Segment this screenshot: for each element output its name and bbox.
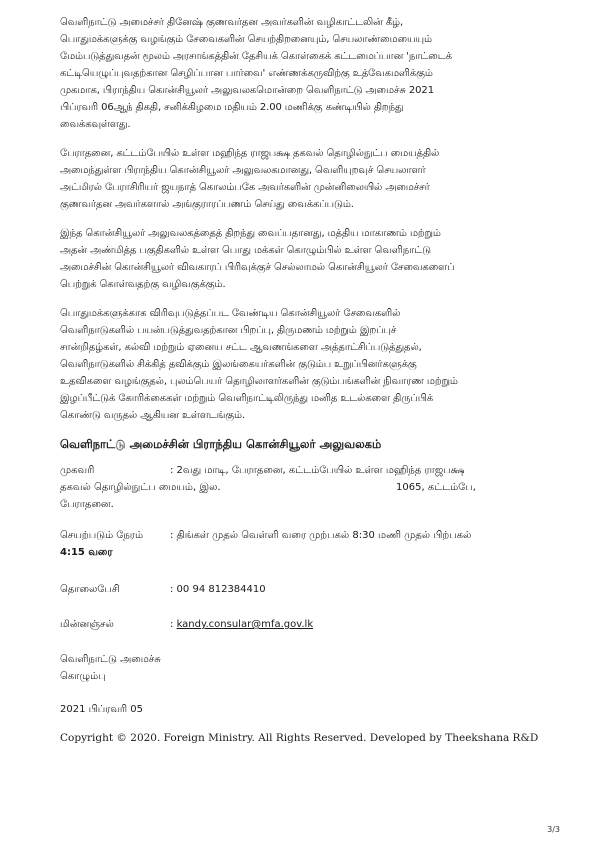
- paragraph-line: பொதுமக்களுக்காக விரிவுபடுத்தப்பட வேண்டிய கொன்சியூலர் சேவைகளில்: [60, 308, 401, 319]
- address-label: முகவரி: [60, 465, 95, 476]
- email-prefix: :: [170, 619, 177, 630]
- email-link[interactable]: kandy.consular@mfa.gov.lk: [176, 619, 314, 630]
- paragraph-line: பிப்ரவரி 06ஆந் திகதி, சனிக்கிழமை மதியம் 2.00 மணிக்கு கண்டியில் திறந்து: [60, 102, 404, 113]
- section-heading: வெளிநாட்டு அமைச்சின் பிராந்திய கொன்சியூலர் அலுவலகம்: [60, 437, 382, 451]
- paragraph-line: வெளிநாடுகளில் பயன்படுத்துவதற்கான பிறப்பு, திருமணம் மற்றும் இறப்புச்: [60, 325, 397, 336]
- paragraph-2: [60, 145, 560, 213]
- paragraph-line: வெளிநாடுகளில் சிக்கித் தவிக்கும் இலங்கையர்களின் குடும்ப உறுப்பினர்களுக்கு: [60, 359, 417, 370]
- paragraph-line: குணவர்தன அவர்களால் அங்குராரப்பணம் செய்து வைக்கப்படும்.: [60, 199, 354, 210]
- phone-value: : 00 94 812384410: [170, 584, 266, 595]
- paragraph-line: பேராதனை, கட்டம்பேயில் உள்ள மஹிந்த ராஜபக்ஷ தகவல் தொழில்நுட்ப மையத்தில்: [60, 148, 440, 159]
- hours-line-2: 4:15 வரை: [60, 547, 113, 558]
- hours-label: செயற்படும் நேரம்: [60, 530, 144, 541]
- email-label: மின்னஞ்சல்: [60, 619, 114, 630]
- date-block: [60, 701, 560, 718]
- address-line-1: : 2வது மாடி, பேராதனை, கட்டம்பேயில் உள்ள மஹிந்த ராஜபக்ஷ: [170, 465, 465, 476]
- paragraph-line: மேம்படுத்துவதன் மூலம் அரசாங்கத்தின் தேசியக் கொள்கைக் கட்டமைப்பான 'நாட்டைக்: [60, 51, 452, 62]
- paragraph-line: பொதுமக்களுக்கு வழங்கும் சேவைகளின் செயற்திறனையும், செயலாண்மையையும்: [60, 34, 432, 45]
- body-text: [60, 14, 560, 424]
- phone-block: [60, 581, 560, 598]
- paragraph-line: சான்றிதழ்கள், கல்வி மற்றும் ஏனைய சட்ட ஆவணங்களை அத்தாட்சிப்படுத்துதல்,: [60, 342, 422, 353]
- address-line-2a: தகவல் தொழில்நுட்ப மையம், இல.: [60, 482, 221, 493]
- paragraph-line: உதவிகளை வழங்குதல், புலம்பெயர் தொழிலாளர்களின் குடும்பங்களின் நிவாரண மற்றும்: [60, 376, 458, 387]
- page-number: 3/3: [547, 825, 560, 834]
- paragraph-line: வைக்கவுள்ளது.: [60, 119, 131, 130]
- paragraph-line: வெளிநாட்டு அமைச்சர் தினேஷ் குணவர்தன அவர்களின் வழிகாட்டலின் கீழ்,: [60, 17, 404, 28]
- paragraph-line: அதன் அண்மித்த பகுதிகளில் உள்ள பொது மக்கள் கொழும்பில் உள்ள வெளிநாட்டு: [60, 245, 431, 256]
- sender-line-1: வெளிநாட்டு அமைச்சு: [60, 654, 161, 665]
- paragraph-line: அட்மிரல் பேராசிரியர் ஜயநாத் கொலம்பகே அவர்களின் முன்னிலையில் அமைச்சர்: [60, 182, 430, 193]
- address-line-3: பேராதனை.: [60, 499, 114, 510]
- paragraph-4: [60, 305, 560, 424]
- paragraph-line: அமைச்சின் கொன்சியூலர் விவகாரப் பிரிவுக்குச் செல்லாமல் கொன்சியூலர் சேவைகளைப்: [60, 262, 455, 273]
- paragraph-3: [60, 225, 560, 293]
- paragraph-line: இந்த கொன்சியூலர் அலுவலகத்தைத் திறந்து வைப்பதானது, மத்திய மாகாணம் மற்றும்: [60, 228, 441, 239]
- paragraph-line: கொண்டு வருதல் ஆகியன உள்ளடங்கும்.: [60, 410, 246, 421]
- phone-label: தொலைபேசி: [60, 584, 120, 595]
- hours-line-1: : திங்கள் முதல் வெள்ளி வரை முற்பகல் 8:30 மணி முதல் பிற்பகல்: [170, 530, 472, 541]
- sender-line-2: கொழும்பு: [60, 671, 106, 682]
- document-date: 2021 பிப்ரவரி 05: [60, 704, 144, 715]
- paragraph-line: பெற்றுக் கொள்வதற்கு வழிவகுக்கும்.: [60, 279, 226, 290]
- paragraph-line: இழப்பீட்டுக் கோரிக்கைகள் மற்றும் வெளிநாட்டிலிருந்து மனித உடல்களை திருப்பிக்: [60, 393, 434, 404]
- paragraph-line: முகமாக, பிராந்திய கொன்சியூலர் அலுவலகமொன்றை வெளிநாட்டு அமைச்சு 2021: [60, 85, 434, 96]
- copyright-footer: Copyright © 2020. Foreign Ministry. All Rights Reserved. Developed by Theekshana R&D: [60, 732, 539, 744]
- paragraph-line: அமைந்துள்ள பிராந்திய கொன்சியூலர் அலுவலகமானது, வெளியுறவுச் செயலாளர்: [60, 165, 426, 176]
- address-line-2b: 1065, கட்டம்பே,: [396, 482, 476, 493]
- email-block: [60, 616, 560, 633]
- paragraph-line: கட்டியெழுப்புவதற்கான செழிப்பான பார்வை' எண்ணக்கருவிற்கு உத்வேகமளிக்கும்: [60, 68, 433, 79]
- sender-block: [60, 651, 560, 685]
- address-block: [60, 462, 560, 513]
- paragraph-1: [60, 14, 560, 133]
- hours-block: [60, 527, 560, 561]
